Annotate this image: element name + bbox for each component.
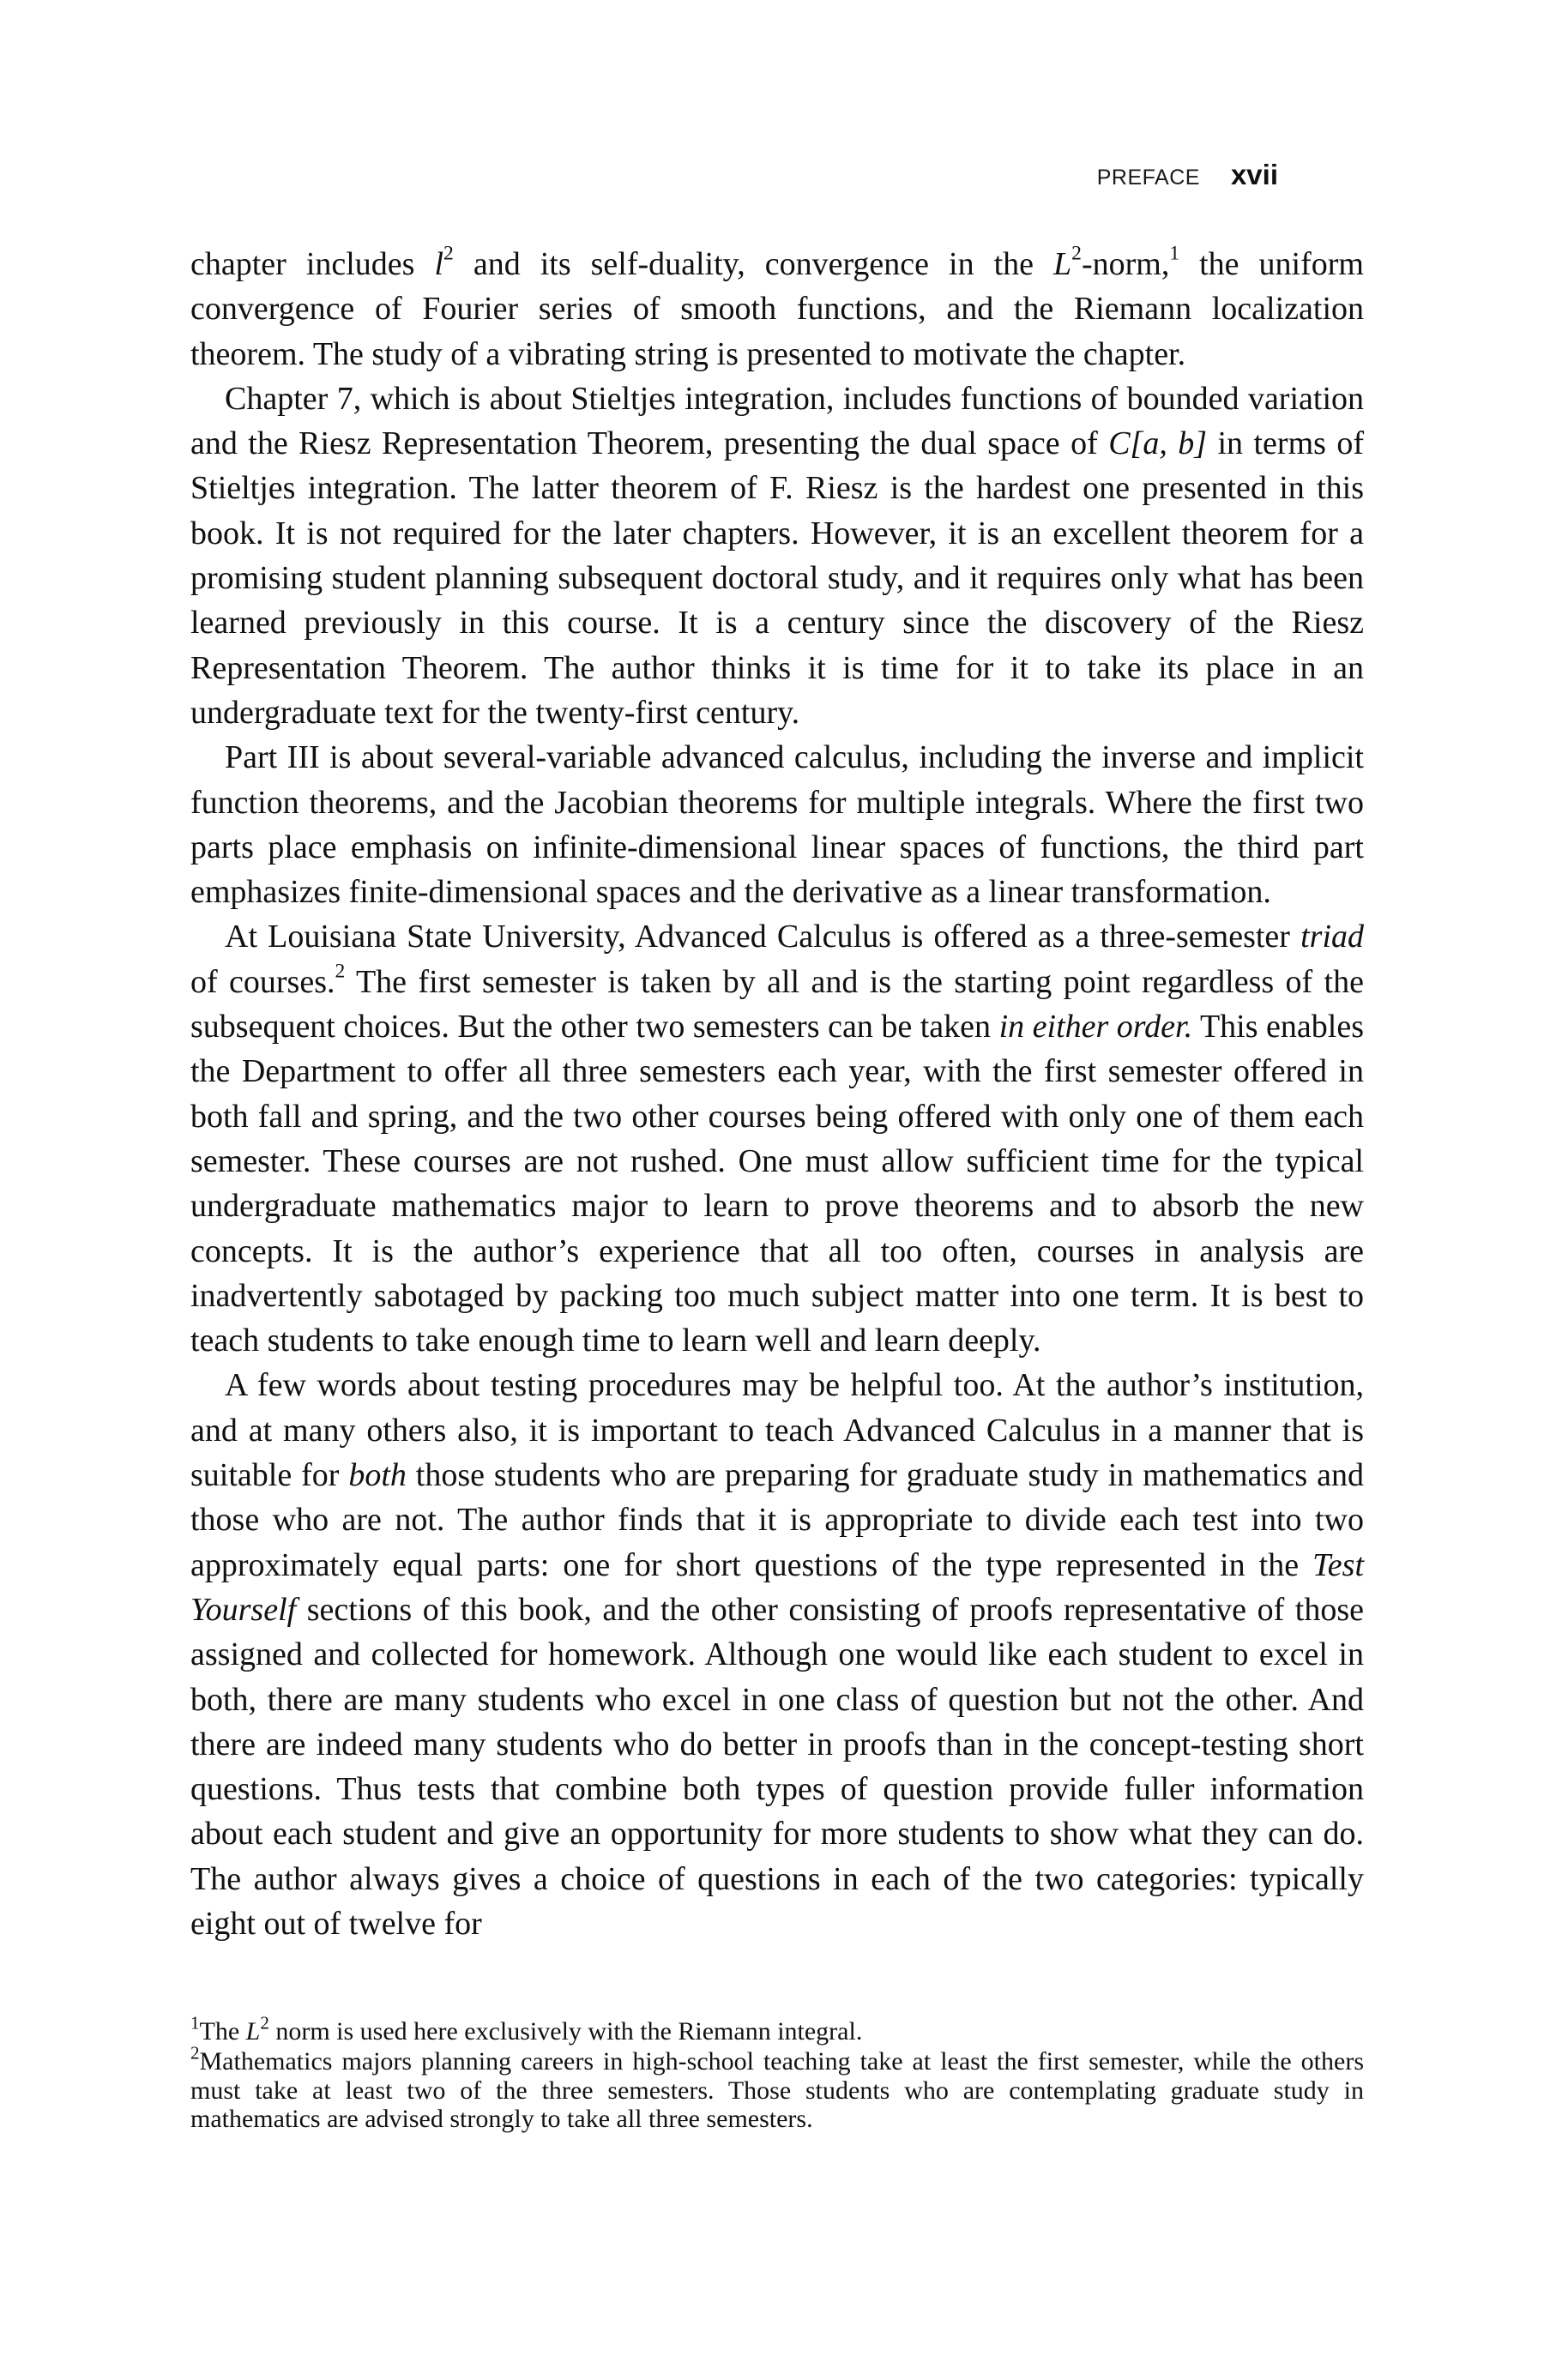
- page-header: [1097, 159, 1278, 191]
- emphasis-either-order: in either order.: [998, 1009, 1193, 1045]
- paragraph-part-iii: Part III is about several-variable advanced calculus, including the inverse and implicit function theorems, and the Jacobian theorems for multiple integrals. Where the first two parts place emphasis on infinite-dimensional linear spaces of functions, the third part emphasizes finite-dimensional spaces and the derivative as a linear transformation.: [190, 739, 1364, 911]
- running-head: PREFACE: [1096, 166, 1200, 190]
- page-number: xvii: [1230, 159, 1278, 190]
- paragraph-lsu: At Louisiana State University, Advanced Calculus is offered as a three-semester triad of courses.$^2$ The first semester is taken by all and is the starting point regardless of the subsequent choices. But the other two semesters can be taken in either order. This enables the Department to offer all three semesters each year, with the first semester offered in both fall and spring, and the two other courses being offered with only one of them each semester. These courses are not rushed. One must allow sufficient time for the typical undergraduate mathematics major to learn to prove theorems and to absorb the new concepts. It is the author’s experience that all too often, courses in analysis are inadvertently sabotaged by packing too much subject matter into one term. It is best to teach students to take enough time to learn well and learn deeply.: [190, 919, 1364, 1359]
- footnote-ref-1: 1: [1169, 242, 1180, 265]
- math-L: L: [1053, 246, 1072, 282]
- emphasis-both: both: [348, 1457, 407, 1494]
- body-text: [190, 242, 1364, 1946]
- paragraph-continued: chapter includes $l^2$ and its self-duality, convergence in the $L^2-norm,^1$ the uniform convergence of Fourier series of smooth functions, and the Riemann localization theorem. The study of a vibrating string is presented to motivate the chapter.: [190, 242, 1364, 372]
- emphasis-test-yourself: Test Yourself: [190, 1546, 1364, 1628]
- emphasis-triad: triad: [1300, 919, 1364, 955]
- paragraph-testing: A few words about testing procedures may be helpful too. At the author’s institution, and at many others also, it is important to teach Advanced Calculus in a manner that is suitable for both those students who are preparing for graduate study in mathematics and those who are not. The author finds that it is appropriate to divide each test into two approximately equal parts: one for short questions of the type represented in the Test Yourself sections of this book, and the other consisting of proofs representative of those assigned and collected for homework. Although one would like each student to excel in both, there are many students who excel in one class of question but not the other. And there are indeed many students who do better in proofs than in the concept-testing short questions. Thus tests that combine both types of question provide fuller information about each student and give an opportunity for more students to show what they can do. The author always gives a choice of questions in each of the two categories: typically eight out of twelve for: [190, 1367, 1364, 1942]
- math-cab: C[a, b]: [1108, 425, 1208, 462]
- paragraph-chapter-7: Chapter 7, which is about Stieltjes integration, includes functions of bounded variation and the Riesz Representation Theorem, presenting the dual space of C[a, b] in terms of Stieltjes integration. The latter theorem of F. Riesz is the hardest one presented in this book. It is not required for the later chapters. However, it is an excellent theorem for a promising student planning subsequent doctoral study, and it requires only what has been learned previously in this course. It is a century since the discovery of the Riesz Representation Theorem. The author thinks it is time for it to take its place in an undergraduate text for the twenty-first century.: [190, 380, 1365, 731]
- footnote-ref-2: 2: [335, 960, 346, 983]
- footnote-1: $^1$The $L^2$ norm is used here exclusively with the Riemann integral.: [190, 2012, 863, 2046]
- math-l: l: [434, 246, 444, 282]
- footnotes: [190, 2012, 1364, 2135]
- footnote-2: $^2$Mathematics majors planning careers in high-school teaching take at least the first semester, while the others must take at least two of the three semesters. Those students who are contemplating graduate study in mathematics are advised strongly to take all three semesters.: [190, 2042, 1364, 2133]
